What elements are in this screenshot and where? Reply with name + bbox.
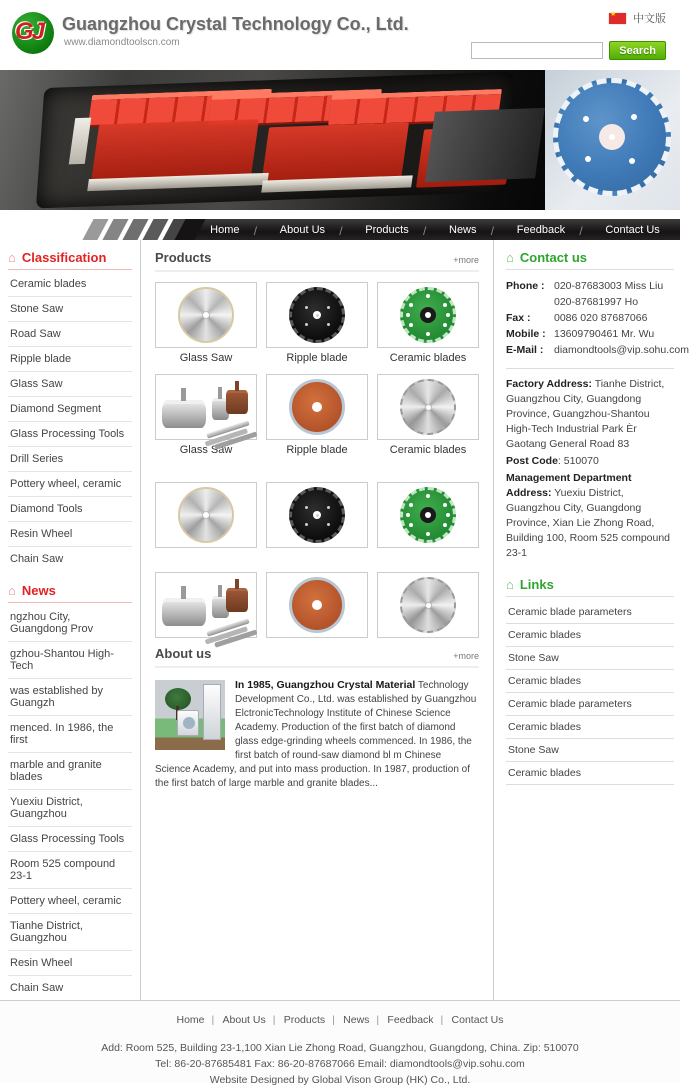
china-flag-icon: [609, 13, 626, 24]
postcode-value: : 510070: [557, 455, 599, 467]
about-photo: [155, 680, 225, 750]
link-item[interactable]: Stone Saw: [506, 647, 674, 670]
news-item[interactable]: Pottery wheel, ceramic: [8, 889, 132, 914]
product-image-silver-blade: [377, 374, 479, 440]
about-title: About us: [155, 646, 212, 661]
links-list: [506, 601, 674, 785]
classification-title: Classification: [21, 250, 107, 265]
contact-header: [506, 250, 674, 270]
about-text-rest: Technology Development Co., Ltd. was established by Guangzhou ElctronicTechnology Institute of Chinese Science Academy. Production of the first batch of diamond glass edge-grinding wheels commenced. In 1986, the first batch of round-saw diamond bl m Chinese Science Academy, and put into mass production. In 1987, production of the first batch of large marble and granite blades...: [155, 680, 477, 789]
banner-factory-photo: [0, 70, 545, 210]
classification-item[interactable]: Pottery wheel, ceramic: [8, 472, 132, 497]
postcode-label: Post Code: [506, 455, 558, 467]
contact-label: E-Mail :: [506, 344, 544, 356]
links-title: Links: [519, 577, 554, 592]
news-item[interactable]: Chain Saw: [10, 982, 64, 994]
product-row: [155, 282, 479, 366]
company-name: Guangzhou Crystal Technology Co., Ltd.: [62, 14, 409, 34]
product-card[interactable]: [377, 282, 479, 366]
main-navigation: [190, 219, 680, 240]
contact-row-phone: [506, 278, 674, 294]
product-image-ceramic-blade: [377, 282, 479, 348]
classification-item[interactable]: Diamond Tools: [8, 497, 132, 522]
about-more-link[interactable]: +more: [453, 651, 479, 661]
products-title: Products: [155, 250, 212, 265]
product-card[interactable]: [377, 374, 479, 458]
language-switch[interactable]: [609, 10, 666, 26]
classification-item[interactable]: Ceramic blades: [8, 272, 132, 297]
nav-item-home[interactable]: Home: [210, 223, 240, 236]
news-item[interactable]: Room 525 compound 23-1: [8, 852, 132, 889]
classification-item[interactable]: Stone Saw: [8, 297, 132, 322]
addresses: [506, 377, 674, 561]
link-item[interactable]: Ceramic blades: [506, 716, 674, 739]
news-item[interactable]: was established by Guangzh: [8, 679, 132, 716]
product-card[interactable]: [266, 482, 368, 548]
house-icon: ⌂: [8, 250, 16, 265]
contact-list: [506, 278, 689, 358]
product-image-grinding-wheels: [155, 374, 257, 440]
banner-gray-block: [425, 108, 545, 182]
news-item[interactable]: Yuexiu District, Guangzhou: [8, 790, 132, 827]
classification-item[interactable]: Diamond Segment: [8, 397, 132, 422]
classification-list: [8, 272, 132, 571]
footer-contacts: Tel: 86-20-87685481 Fax: 86-20-87687066 Email: diamondtools@vip.sohu.com: [155, 1058, 525, 1070]
company-identity: [62, 14, 409, 48]
product-card[interactable]: [155, 572, 257, 638]
product-image-glass-saw: [155, 282, 257, 348]
product-card[interactable]: [266, 572, 368, 638]
product-caption[interactable]: Glass Saw: [179, 352, 233, 364]
product-image-orange-disc: [266, 572, 368, 638]
news-item[interactable]: ngzhou City, Guangdong Prov: [8, 605, 132, 642]
content: [0, 240, 689, 1000]
contact-value: 0086 020 87687066: [554, 312, 648, 324]
product-row: [155, 374, 479, 458]
contact-label: Phone :: [506, 280, 545, 292]
link-item[interactable]: Stone Saw: [506, 739, 674, 762]
product-card[interactable]: [266, 374, 368, 458]
contact-label: Fax :: [506, 312, 531, 324]
contact-value: 13609790461 Mr. Wu: [554, 328, 655, 340]
link-item[interactable]: Ceramic blade parameters: [506, 693, 674, 716]
classification-item[interactable]: Drill Series: [8, 447, 132, 472]
news-item[interactable]: Resin Wheel: [8, 951, 132, 976]
classification-header: [8, 250, 132, 270]
about-header: [155, 646, 479, 668]
link-item[interactable]: Ceramic blades: [506, 624, 674, 647]
product-caption[interactable]: Ceramic blades: [389, 444, 467, 456]
search-bar: [471, 41, 666, 60]
contact-row-phone2: [506, 294, 674, 310]
product-row: [155, 482, 479, 548]
search-button[interactable]: Search: [609, 41, 666, 60]
product-image-glass-saw: [155, 482, 257, 548]
left-sidebar: [0, 240, 141, 1000]
footer-nav-news[interactable]: | News: [334, 1014, 378, 1026]
news-item[interactable]: menced. In 1986, the first: [8, 716, 132, 753]
product-caption[interactable]: Ceramic blades: [389, 352, 467, 364]
news-item[interactable]: marble and granite blades: [8, 753, 132, 790]
footer: [0, 1000, 680, 1086]
product-image-orange-disc: [266, 374, 368, 440]
logo-monogram: GJ: [15, 18, 44, 45]
footer-nav: [0, 1014, 680, 1026]
contact-row-email: [506, 342, 689, 358]
language-switch-label: 中文版: [633, 13, 666, 25]
classification-item[interactable]: Chain Saw: [10, 553, 64, 565]
footer-nav-contact[interactable]: | Contact Us: [443, 1014, 513, 1026]
link-item[interactable]: Ceramic blade parameters: [506, 601, 674, 624]
classification-item[interactable]: Ripple blade: [8, 347, 132, 372]
nav-item-news[interactable]: / News: [445, 224, 481, 236]
about-body: [155, 678, 479, 791]
classification-item[interactable]: Resin Wheel: [8, 522, 132, 547]
house-icon: ⌂: [506, 250, 514, 265]
header: [0, 0, 680, 70]
contact-label: [506, 294, 554, 310]
footer-nav-about[interactable]: | About Us: [214, 1014, 275, 1026]
footer-nav-home[interactable]: Home: [176, 1014, 205, 1026]
nav-item-products[interactable]: / Products: [361, 224, 412, 236]
company-website: www.diamondtoolscn.com: [64, 37, 180, 48]
products-header: [155, 250, 479, 272]
footer-address: Add: Room 525, Building 23-1,100 Xian Lie Zhong Road, Guangzhou, Guangdong, China. Zip: 510070: [101, 1042, 579, 1054]
house-icon: ⌂: [8, 583, 16, 598]
management-address-label: Management Department Address:: [506, 472, 632, 499]
nav-area: [0, 210, 680, 240]
news-item[interactable]: gzhou-Shantou High-Tech: [8, 642, 132, 679]
contact-email-value[interactable]: diamondtools@vip.sohu.com: [554, 344, 689, 356]
news-title: News: [21, 583, 56, 598]
contact-row-fax: [506, 310, 674, 326]
nav-decor-stripes: [88, 219, 183, 240]
news-item[interactable]: Tianhe District, Guangzhou: [8, 914, 132, 951]
contact-row-mobile: [506, 326, 674, 342]
blue-saw-blade-image: [553, 78, 671, 196]
factory-address-value: Tianhe District, Guangzhou City, Guangdong Province, Guangzhou-Shantou High-Tech Industrial Park Èr Gaotang General Road 83: [506, 378, 665, 450]
news-list: [8, 605, 132, 1000]
banner: [0, 70, 680, 210]
product-card[interactable]: [155, 482, 257, 548]
product-image-ripple-blade: [266, 282, 368, 348]
product-card[interactable]: [377, 482, 479, 548]
news-header: [8, 583, 132, 603]
contact-value: 020-87681997 Ho: [554, 296, 639, 308]
product-card[interactable]: [266, 282, 368, 366]
footer-nav-products[interactable]: | Products: [275, 1014, 334, 1026]
links-header: [506, 577, 674, 597]
banner-blade-photo: [545, 70, 680, 210]
management-address-value: Yuexiu District, Guangzhou City, Guangdong Province, Xian Lie Zhong Road, Building 100, Room 525 compound 23-1: [506, 487, 671, 559]
products-more-link[interactable]: +more: [453, 255, 479, 265]
product-row: [155, 572, 479, 638]
classification-item[interactable]: Glass Saw: [8, 372, 132, 397]
classification-item[interactable]: Road Saw: [8, 322, 132, 347]
contact-value: 020-87683003 Miss Liu: [554, 280, 664, 292]
product-caption[interactable]: Ripple blade: [286, 352, 348, 364]
nav-item-contact[interactable]: / Contact Us: [601, 224, 663, 236]
house-icon: ⌂: [506, 577, 514, 592]
link-item[interactable]: Ceramic blades: [506, 670, 674, 693]
contact-divider: [506, 368, 674, 369]
footer-nav-feedback[interactable]: | Feedback: [378, 1014, 442, 1026]
nav-item-feedback[interactable]: / Feedback: [513, 224, 569, 236]
news-block: [8, 583, 132, 1000]
product-card[interactable]: [377, 572, 479, 638]
product-card[interactable]: [155, 282, 257, 366]
product-card[interactable]: [155, 374, 257, 458]
fridge-graphic: [203, 684, 221, 740]
blade-holes: [609, 134, 615, 140]
company-logo[interactable]: [10, 10, 56, 56]
product-image-grinding-wheels: [155, 572, 257, 638]
nav-item-about[interactable]: / About Us: [276, 224, 329, 236]
product-image-silver-blade: [377, 572, 479, 638]
about-text-bold: In 1985, Guangzhou Crystal Material: [235, 679, 416, 691]
classification-item[interactable]: Glass Processing Tools: [8, 422, 132, 447]
washer-graphic: [177, 710, 199, 736]
right-sidebar: [493, 240, 689, 1000]
news-item[interactable]: Glass Processing Tools: [8, 827, 132, 852]
search-input[interactable]: [471, 42, 603, 59]
contact-label: Mobile :: [506, 328, 546, 340]
product-image-ceramic-blade: [377, 482, 479, 548]
product-image-ripple-blade: [266, 482, 368, 548]
main-column: [141, 240, 493, 1000]
link-item[interactable]: Ceramic blades: [506, 762, 674, 785]
product-caption[interactable]: Glass Saw: [179, 444, 233, 456]
links-block: [506, 577, 674, 785]
product-caption[interactable]: Ripple blade: [286, 444, 348, 456]
footer-credit: Website Designed by Global Vison Group (HK) Co., Ltd.: [209, 1074, 471, 1086]
factory-address-label: Factory Address:: [506, 378, 592, 390]
contact-title: Contact us: [519, 250, 588, 265]
